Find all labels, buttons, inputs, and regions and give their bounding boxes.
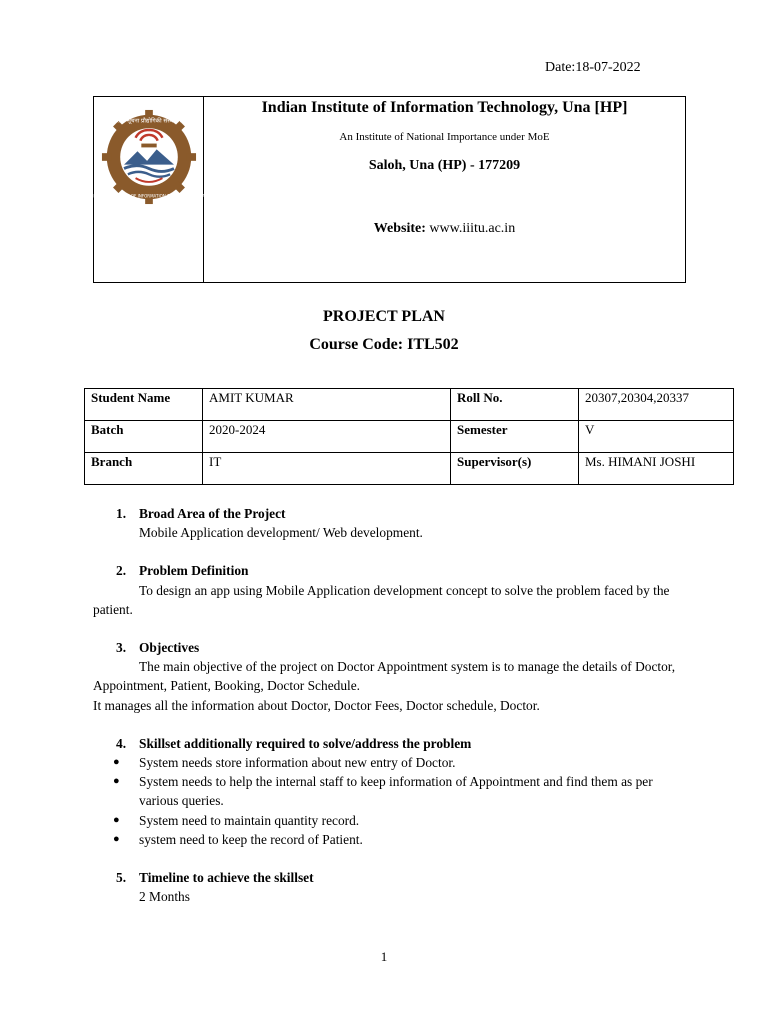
table-label: Branch <box>85 453 203 485</box>
logo-text-top: भारतीय सूचना प्रौद्योगिकी संस्थान ऊना <box>108 118 189 125</box>
table-row <box>85 453 734 485</box>
skillset-list <box>93 753 693 849</box>
logo-cell <box>94 97 204 282</box>
section-skillset <box>93 734 693 849</box>
table-value: 20307,20304,20337 <box>579 389 734 421</box>
table-label: Semester <box>451 421 579 453</box>
bullet-icon: ● <box>113 775 120 788</box>
section-title: Timeline to achieve the skillset <box>139 870 314 886</box>
section-title: Skillset additionally required to solve/address the problem <box>139 735 472 751</box>
list-item-text: System need to maintain quantity record. <box>139 812 360 828</box>
section-number: 3. <box>116 640 127 656</box>
plan-sections <box>93 504 693 925</box>
table-value: AMIT KUMAR <box>203 389 451 421</box>
section-heading <box>93 734 693 753</box>
student-info-table <box>84 388 734 485</box>
page-number: 1 <box>380 949 388 964</box>
list-item <box>93 772 693 810</box>
section-text: Mobile Application development/ Web development. <box>139 525 423 541</box>
list-item <box>93 811 693 830</box>
table-value: V <box>579 421 734 453</box>
institute-header <box>93 96 686 283</box>
list-item-text: System needs to help the internal staff to keep information of Appointment and find them as per various queries. <box>139 774 653 809</box>
institute-address: Saloh, Una (HP) - 177209 <box>368 158 521 173</box>
section-title: Problem Definition <box>139 563 249 579</box>
list-item-text: System needs store information about new entry of Doctor. <box>139 755 456 771</box>
bullet-icon: ● <box>113 813 120 826</box>
table-label: Student Name <box>85 389 203 421</box>
list-item <box>93 830 693 849</box>
institute-name: Indian Institute of Information Technology, Una [HP] <box>261 99 628 116</box>
bullet-icon: ● <box>113 832 120 845</box>
section-title: Objectives <box>139 640 200 656</box>
section-heading <box>93 868 693 887</box>
table-value: 2020-2024 <box>203 421 451 453</box>
section-problem-definition <box>93 561 693 619</box>
section-broad-area <box>93 504 693 542</box>
section-number: 5. <box>116 870 127 886</box>
table-row <box>85 389 734 421</box>
list-item-text: system need to keep the record of Patient. <box>139 831 363 847</box>
document-title: PROJECT PLAN <box>323 308 445 325</box>
table-value: Ms. HIMANI JOSHI <box>579 453 734 485</box>
course-code: Course Code: ITL502 <box>309 336 459 353</box>
document-date: Date:18-07-2022 <box>545 60 641 75</box>
section-timeline <box>93 868 693 906</box>
section-title: Broad Area of the Project <box>139 506 286 521</box>
section-number: 2. <box>116 563 127 579</box>
institute-website <box>204 221 685 237</box>
table-value: IT <box>203 453 451 485</box>
table-label: Roll No. <box>451 389 579 421</box>
website-link[interactable]: www.iiitu.ac.in <box>429 221 516 236</box>
website-label: Website: <box>373 221 426 236</box>
institute-emblem-icon <box>92 109 205 205</box>
table-row <box>85 421 734 453</box>
section-text-continued: It manages all the information about Doctor, Doctor Fees, Doctor schedule, Doctor. <box>93 697 540 713</box>
table-label: Supervisor(s) <box>451 453 579 485</box>
section-number: 4. <box>116 735 127 751</box>
table-label: Batch <box>85 421 203 453</box>
institute-subtitle: An Institute of National Importance under MoE <box>339 131 550 143</box>
section-objectives <box>93 638 693 715</box>
list-item <box>93 753 693 772</box>
logo-text-bottom: INDIAN INSTITUTE OF INFORMATION TECHNOLOGY UNA <box>92 193 205 199</box>
section-text: 2 Months <box>139 889 190 905</box>
section-heading <box>93 561 693 580</box>
section-heading <box>93 504 693 523</box>
bullet-icon: ● <box>113 756 120 769</box>
section-text: To design an app using Mobile Application development concept to solve the problem faced by the patient. <box>93 582 670 617</box>
section-number: 1. <box>116 506 127 521</box>
institute-info <box>204 97 685 282</box>
section-text: The main objective of the project on Doctor Appointment system is to manage the details of Doctor, Appointment, Patient, Booking, Doctor Schedule. <box>93 659 676 694</box>
section-heading <box>93 638 693 657</box>
